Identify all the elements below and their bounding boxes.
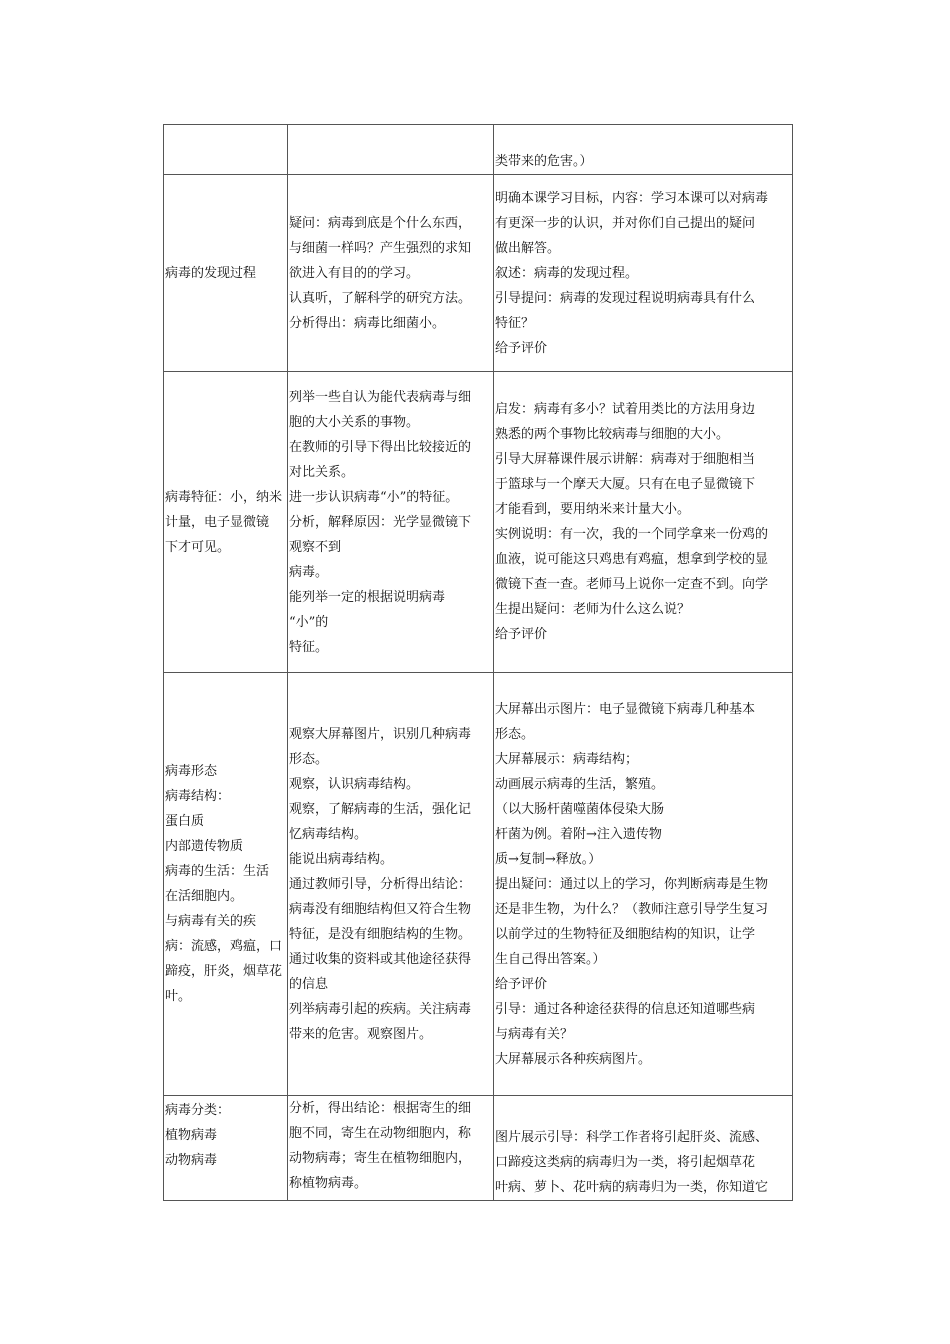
cell-text-line: 计量，电子显微镜 xyxy=(165,514,270,530)
cell-text-line: 引导大屏幕课件展示讲解：病毒对于细胞相当 xyxy=(495,452,756,467)
table-row xyxy=(164,1096,793,1201)
cell-text-line: 病毒分类： xyxy=(165,1103,231,1118)
cell-text-line: 与病毒有关？ xyxy=(495,1026,574,1042)
cell-text-line: 生提出疑问：老师为什么这么说？ xyxy=(495,602,691,617)
cell-text-line: 叶病、萝卜、花叶病的病毒归为一类，你知道它 xyxy=(495,1180,769,1195)
cell-text-line: 内部遗传物质 xyxy=(165,839,244,854)
student-activity-cell xyxy=(288,372,494,673)
cell-text-line: 病毒没有细胞结构但又符合生物 xyxy=(289,901,472,917)
cell-text-line: 蹄疫，肝炎，烟草花 xyxy=(165,964,283,979)
topic-cell xyxy=(164,175,288,372)
cell-text-line: （以大肠杆菌噬菌体侵染大肠 xyxy=(495,801,665,817)
teacher-activity-cell xyxy=(494,673,793,1096)
cell-text-line: 认真听，了解科学的研究方法。 xyxy=(289,290,472,306)
cell-text-line: 与细菌一样吗？产生强烈的求知 xyxy=(289,240,472,256)
cell-text-line: 观察不到 xyxy=(289,539,342,555)
cell-text-line: 动画展示病毒的生活，繁殖。 xyxy=(495,776,665,792)
cell-text-line: 疑问：病毒到底是个什么东西， xyxy=(289,215,472,231)
cell-text-line: 对比关系。 xyxy=(289,464,355,480)
cell-text-line: 明确本课学习目标，内容：学习本课可以对病毒 xyxy=(495,190,769,206)
cell-text-line: 病毒的生活：生活 xyxy=(165,864,270,879)
cell-text-line: 图片展示引导：科学工作者将引起肝炎、流感、 xyxy=(495,1130,769,1145)
teacher-activity-cell xyxy=(494,125,793,175)
cell-text-line: 有更深一步的认识，并对你们自己提出的疑问 xyxy=(495,215,756,231)
cell-text-line: 引导：通过各种途径获得的信息还知道哪些病 xyxy=(495,1001,756,1017)
cell-text-line: 在活细胞内。 xyxy=(165,889,244,904)
cell-text-line: 给予评价 xyxy=(495,976,548,992)
cell-text-line: 能说出病毒结构。 xyxy=(289,851,394,867)
cell-text-line: 于篮球与一个摩天大厦。只有在电子显微镜下 xyxy=(495,477,756,492)
cell-text-line: 给予评价 xyxy=(495,340,548,356)
cell-text-line: 引导提问：病毒的发现过程说明病毒具有什么 xyxy=(495,290,756,306)
topic-cell xyxy=(164,673,288,1096)
student-activity-cell xyxy=(288,673,494,1096)
cell-text-line: 病：流感，鸡瘟，口 xyxy=(165,939,283,954)
cell-text-line: 能列举一定的根据说明病毒 xyxy=(289,589,446,605)
topic-cell xyxy=(164,125,288,175)
cell-text-line: 叙述：病毒的发现过程。 xyxy=(495,265,639,281)
table-row xyxy=(164,673,793,1096)
cell-text-line: 特征。 xyxy=(289,639,329,655)
cell-text-line: 病毒形态 xyxy=(165,764,218,779)
student-activity-cell xyxy=(288,1096,494,1201)
cell-text-line: 启发：病毒有多小？试着用类比的方法用身边 xyxy=(495,402,756,417)
cell-text-line: 动物病毒 xyxy=(165,1153,218,1168)
teacher-activity-cell xyxy=(494,1096,793,1201)
cell-text-line: 列举一些自认为能代表病毒与细 xyxy=(289,389,472,405)
teacher-activity-cell xyxy=(494,372,793,673)
cell-text-line: 观察，了解病毒的生活，强化记 xyxy=(289,801,472,817)
cell-text-line: 熟悉的两个事物比较病毒与细胞的大小。 xyxy=(495,427,730,442)
cell-text-line: 特征？ xyxy=(495,315,535,331)
cell-text-line: 称植物病毒。 xyxy=(289,1176,368,1191)
cell-text-line: 微镜下查一查。老师马上说你一定查不到。向学 xyxy=(495,577,769,592)
lesson-plan-table xyxy=(163,124,793,1201)
cell-text-line: 以前学过的生物特征及细胞结构的知识，让学 xyxy=(495,926,756,942)
lesson-plan-table-body xyxy=(164,125,793,1201)
cell-text-line: 带来的危害。观察图片。 xyxy=(289,1026,433,1042)
table-row xyxy=(164,125,793,175)
student-activity-cell xyxy=(288,125,494,175)
cell-text-line: 特征，是没有细胞结构的生物。 xyxy=(289,926,472,942)
cell-text-line: 忆病毒结构。 xyxy=(289,826,368,842)
cell-text-line: “小”的 xyxy=(289,614,329,630)
cell-text-line: 植物病毒 xyxy=(165,1128,218,1143)
cell-text-line: 大屏幕出示图片：电子显微镜下病毒几种基本 xyxy=(495,701,756,717)
cell-text-line: 杆菌为例。着附→注入遗传物 xyxy=(495,826,662,842)
cell-text-line: 病毒。 xyxy=(289,564,329,580)
topic-cell xyxy=(164,372,288,673)
cell-text-line: 还是非生物，为什么？（教师注意引导学生复习 xyxy=(495,901,769,917)
cell-text-line: 胞不同，寄生在动物细胞内，称 xyxy=(289,1126,472,1141)
table-row xyxy=(164,372,793,673)
cell-text-line: 列举病毒引起的疾病。关注病毒 xyxy=(289,1001,472,1017)
cell-text-line: 分析，解释原因：光学显微镜下 xyxy=(289,514,472,530)
cell-text-line: 蛋白质 xyxy=(165,814,205,829)
cell-text-line: 给予评价 xyxy=(495,627,548,642)
cell-text-line: 欲进入有目的的学习。 xyxy=(289,265,420,281)
cell-text-line: 分析，得出结论：根据寄生的细 xyxy=(289,1101,472,1116)
topic-cell xyxy=(164,1096,288,1201)
cell-text-line: 分析得出：病毒比细菌小。 xyxy=(289,315,446,331)
cell-text-line: 动物病毒；寄生在植物细胞内， xyxy=(289,1151,472,1166)
cell-text-line: 叶。 xyxy=(165,989,192,1004)
cell-text-line: 的信息 xyxy=(289,976,329,992)
teacher-activity-cell xyxy=(494,175,793,372)
cell-text-line: 在教师的引导下得出比较接近的 xyxy=(289,439,472,455)
cell-text-line: 做出解答。 xyxy=(495,240,561,256)
cell-text-line: 观察，认识病毒结构。 xyxy=(289,776,420,792)
cell-text-line: 实例说明：有一次，我的一个同学拿来一份鸡的 xyxy=(495,527,769,542)
cell-text-line: 质→复制→释放。） xyxy=(495,851,602,867)
cell-text-line: 口蹄疫这类病的病毒归为一类，将引起烟草花 xyxy=(495,1155,756,1170)
cell-text-line: 大屏幕展示各种疾病图片。 xyxy=(495,1051,652,1067)
cell-text-line: 病毒结构： xyxy=(165,789,231,804)
cell-text-line: 观察大屏幕图片，识别几种病毒 xyxy=(289,726,472,742)
cell-text-line: 进一步认识病毒“小”的特征。 xyxy=(289,489,459,505)
cell-text-line: 大屏幕展示：病毒结构； xyxy=(495,751,639,767)
cell-text-line: 与病毒有关的疾 xyxy=(165,914,257,929)
cell-text-line: 提出疑问：通过以上的学习，你判断病毒是生物 xyxy=(495,876,769,892)
table-row xyxy=(164,175,793,372)
cell-text-line: 病毒特征：小，纳米 xyxy=(165,489,283,505)
cell-text-line: 形态。 xyxy=(495,726,535,742)
cell-text-line: 血液，说可能这只鸡患有鸡瘟，想拿到学校的显 xyxy=(495,552,769,567)
cell-text-line: 胞的大小关系的事物。 xyxy=(289,414,420,430)
cell-text-line: 下才可见。 xyxy=(165,539,231,555)
cell-text-line: 才能看到，要用纳米来计量大小。 xyxy=(495,502,691,517)
cell-text-line: 病毒的发现过程 xyxy=(165,265,257,281)
cell-text-line: 通过教师引导，分析得出结论： xyxy=(289,876,472,892)
cell-text-line: 形态。 xyxy=(289,751,329,767)
cell-text-line: 类带来的危害。） xyxy=(495,154,593,169)
cell-text-line: 生自己得出答案。） xyxy=(495,951,606,967)
student-activity-cell xyxy=(288,175,494,372)
cell-text-line: 通过收集的资料或其他途径获得 xyxy=(289,951,472,967)
